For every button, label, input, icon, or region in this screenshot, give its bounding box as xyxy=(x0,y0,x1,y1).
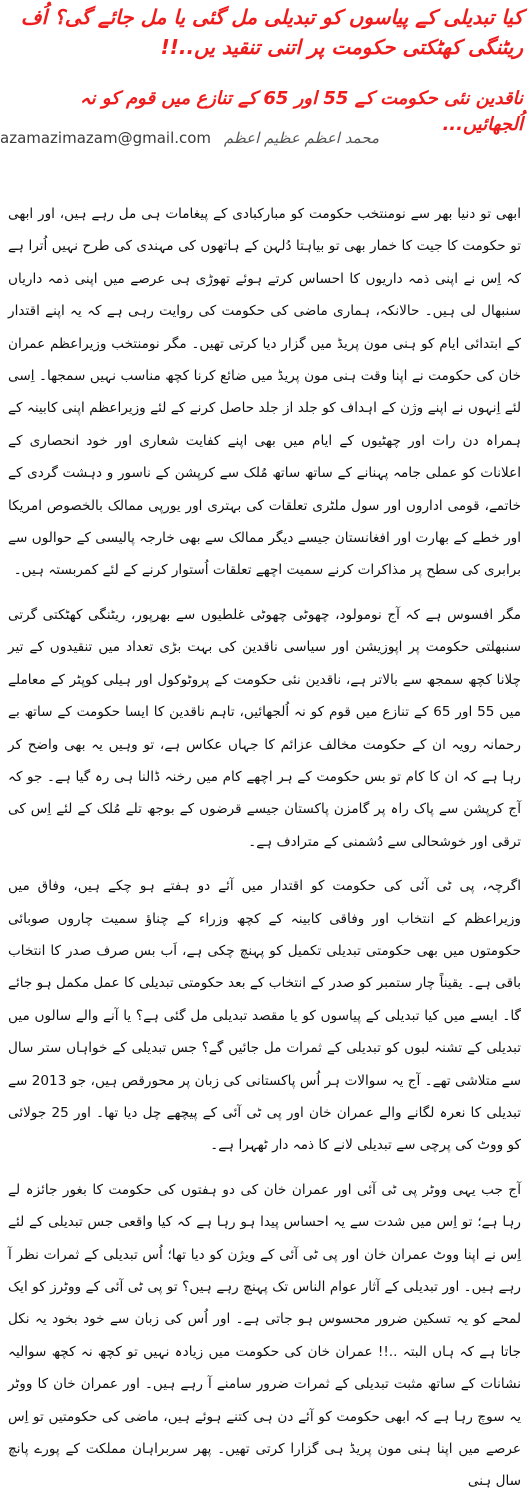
headline-sub: ناقدین نئی حکومت کے 55 اور 65 کے تنازع میں قوم کو نہ اُلجھائیں... xyxy=(80,88,523,135)
article-paragraph-1: ابھی تو دنیا بھر سے نومنتخب حکومت کو مبارکبادی کے پیغامات ہی مل رہے ہیں، اور ابھی تو حکومت کا جیت کا خمار بھی تو بیاہتا دُلہن کے ہاتھوں کی مہندی کی طرح نہیں اُترا ہے کہ اِس نے اپنی ذمہ داریوں کا احساس کرتے ہوئے تھوڑی ہی عرصے میں اپنی ذمہ داریاں سنبھال لی ہیں۔ حالانکہ، ہماری ماضی کی حکومت کی روایت رہی ہے کہ یہ اپنے اقتدار کے ابتدائی ایام کو ہنی مون پریڈ میں گزار دیا کرتی تھیں۔ مگر نومنتخب وزیراعظم عمران خان کی حکومت نے اپنا وقت ہنی مون پریڈ میں ضائع کرنا کچھ مناسب نہیں سمجھا۔ اِسی لئے اِنہوں نے اپنے وژن کے اہداف کو جلد از جلد حاصل کرنے کے لئے وزیراعظم اپنی کابینہ کے ہمراہ دن رات اور چھٹیوں کے ایام میں بھی اپنے کفایت شعاری اور خود انحصاری کے اعلانات کو عملی جامہ پہنانے کے ساتھ ساتھ مُلک سے کرپشن کے ناسور و دہشت گردی کے خاتمے، قومی اداروں اور سول ملٹری تعلقات کی بہتری اور یورپی ممالک بالخصوص امریکا اور خطے کے بھارت اور افغانستان جیسے دیگر ممالک سے بھی خارجہ پالیسی کے حوالوں سے برابری کی سطح پر مذاکرات کرنے سمیت اچھے تعلقات اُستوار کرنے کے لئے کمربستہ ہیں۔ xyxy=(8,206,521,579)
byline xyxy=(0,129,379,147)
article-body xyxy=(8,198,521,1510)
author-email: azamazimazam@gmail.com xyxy=(0,129,212,147)
article-paragraph-4: آج جب یہی ووٹر پی ٹی آئی اور عمران خان کی دو ہفتوں کی حکومت کا بغور جائزہ لے رہا ہے؛ تو اِس میں شدت سے یہ احساس پیدا ہو رہا ہے کہ کیا واقعی جس تبدیلی کے لئے اِس نے اپنا ووٹ عمران خان اور پی ٹی آئی کے ویژن کو دیا تھا؛ اُس تبدیلی کے ثمرات نظر آ رہے ہیں۔ اور تبدیلی کے آثار عوام الناس تک پہنچ رہے ہیں؟ تو پی ٹی آئی کے ووٹرز کو ایک لمحے کو یہ تسکین ضرور محسوس ہو جاتی ہے۔ اور اُس کی زبان سے خود بخود یہ نکل جاتا ہے کہ ہاں البتہ ..!! عمران خان کی حکومت میں زیادہ نہیں تو کچھ نہ کچھ سوالیہ نشانات کے ساتھ مثبت تبدیلی کے ثمرات ضرور سامنے آ رہے ہیں۔ اور عمران خان کا ووٹر یہ سوچ رہا ہے کہ ابھی حکومت کو آئے دن ہی کتنے ہوئے ہیں، ماضی کی حکومتیں تو اِس عرصے میں اپنا ہنی مون پریڈ ہی گزارا کرتی تھیں۔ پھر سربراہان مملکت کے پورے پانچ سال ہنی xyxy=(8,1181,521,1490)
article-paragraph-3: اگرچہ، پی ٹی آئی کی حکومت کو اقتدار میں آئے دو ہفتے ہو چکے ہیں، وفاق میں وزیراعظم کے انتخاب اور وفاقی کابینہ کے کچھ وزراء کے چناؤ سمیت چاروں صوبائی حکومتوں میں بھی حکومتی تبدیلی تکمیل کو پہنچ چکی ہے، اَب بس صرف صدر کا انتخاب باقی ہے۔ یقیناً چار ستمبر کو صدر کے انتخاب کے بعد حکومتی تبدیلی کا عمل مکمل ہو جائے گا۔ ایسے میں کیا تبدیلی کے پیاسوں کو یا مقصد تبدیلی مل گئی ہے؟ یا آنے والے سالوں میں تبدیلی کے تشنہ لبوں کو تبدیلی کے ثمرات مل جائیں گے؟ جس تبدیلی کے خواہاں ستر سال سے متلاشی تھے۔ آج یہ سوالات ہر اُس پاکستانی کی زبان پر محورقص ہیں، جو 2013 سے تبدیلی کا نعرہ لگانے والے عمران خان اور پی ٹی آئی کے پیچھے چل دیا تھا۔ اور 25 جولائی کو ووٹ کی پرچی سے تبدیلی لانے کا ذمہ دار ٹھہرا ہے۔ xyxy=(8,878,521,1154)
article-paragraph-2: مگر افسوس ہے کہ آج نومولود، چھوٹی چھوٹی غلطیوں سے بھرپور، ریٹنگی کھٹکتی گرتی سنبھلتی حکومت پر اپوزیشن اور سیاسی ناقدین کی بہت بڑی تعداد میں تنقیدوں کے تیر چلانا کچھ سمجھ سے بالاتر ہے، ناقدین نئی حکومت کے پروٹوکول اور ہیلی کوپٹر کے معاملے میں 55 اور 65 کے تنازع میں قوم کو نہ اُلجھائیں، تاہم ناقدین کا ایسا حکومت کے ساتھ بے رحمانہ رویہ ان کے حکومت مخالف عزائم کا جہاں عکاس ہے، تو وہیں یہ بھی واضح کر رہا ہے کہ ان کا کام تو بس حکومت کے ہر اچھے کام میں رخنہ ڈالنا ہی رہ گیا ہے۔ جو کہ آج کرپشن سے پاک راہ پر گامزن پاکستان جیسے قرضوں کے بوجھ تلے مُلک کے لئے اِس کی ترقی اور خوشحالی سے دُشمنی کے مترادف ہے۔ xyxy=(8,606,521,850)
headline-main: کیا تبدیلی کے پیاسوں کو تبدیلی مل گئی یا مل جائے گی؟ اُف ریٹنگی کھٹکتی حکومت پر اتنی تنقید یں..!! xyxy=(20,5,523,59)
author-name: محمد اعظم عظیم اعظم xyxy=(223,129,379,147)
